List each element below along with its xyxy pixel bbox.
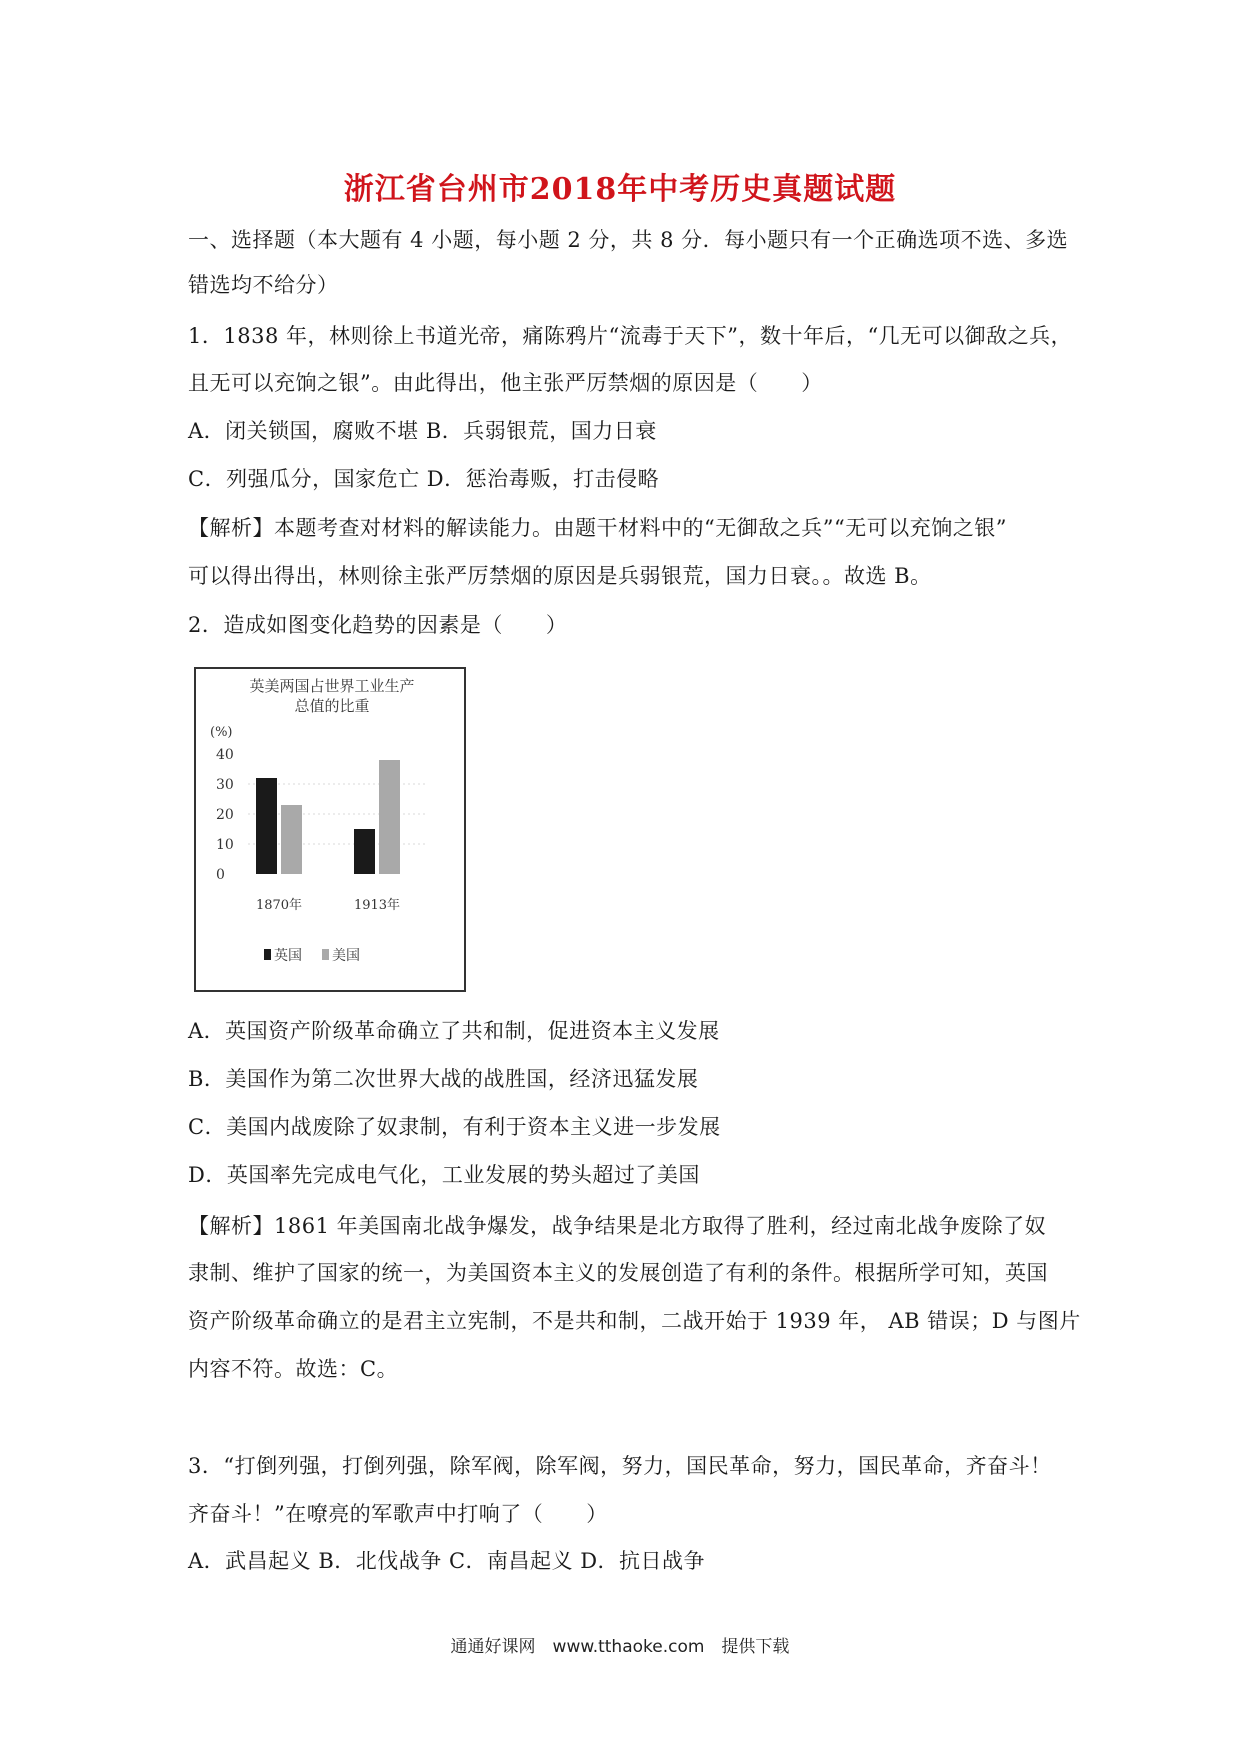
question-2-analysis-line-2: 隶制、维护了国家的统一，为美国资本主义的发展创造了有利的条件。根据所学可知，英国	[188, 1261, 1048, 1285]
section-heading-line-2: 错选均不给分）	[188, 273, 339, 297]
y-tick-label-0: 0	[216, 867, 225, 883]
question-3-stem-line-2: 齐奋斗！”在嘹亮的军歌声中打响了（ ）	[188, 1502, 608, 1526]
chart-y-unit-label: (%)	[210, 725, 233, 740]
y-axis-ticks	[216, 747, 234, 883]
section-heading-line-1: 一、选择题（本大题有 4 小题，每小题 2 分，共 8 分．每小题只有一个正确选项不选、多选	[188, 228, 1069, 252]
bar-美国-1870年	[281, 805, 302, 874]
question-1-options-line-1: A．闭关锁国，腐败不堪 B．兵弱银荒，国力日衰	[188, 419, 657, 443]
question-2-option-c: C．美国内战废除了奴隶制，有利于资本主义进一步发展	[188, 1115, 721, 1139]
question-3-options: A．武昌起义 B．北伐战争 C．南昌起义 D．抗日战争	[188, 1549, 706, 1573]
legend-swatch-美国	[322, 949, 329, 960]
bar-英国-1870年	[256, 778, 277, 874]
x-tick-label-1913年: 1913年	[353, 898, 401, 913]
question-2-analysis-line-3: 资产阶级革命确立的是君主立宪制，不是共和制，二战开始于 1939 年， AB 错误；D 与图片	[188, 1309, 1081, 1333]
bar-英国-1913年	[354, 829, 375, 874]
question-2-option-d: D．英国率先完成电气化，工业发展的势头超过了美国	[188, 1163, 700, 1187]
chart-legend	[264, 948, 360, 964]
legend-swatch-英国	[264, 949, 271, 960]
question-1-analysis-line-2: 可以得出得出，林则徐主张严厉禁烟的原因是兵弱银荒，国力日衰。。故选 B。	[188, 564, 932, 588]
question-1-stem-line-1: 1．1838 年，林则徐上书道光帝，痛陈鸦片“流毒于天下”，数十年后，“几无可以御敌之兵，	[188, 324, 1073, 348]
question-2-analysis-line-4: 内容不符。故选：C。	[188, 1357, 399, 1381]
question-2-option-b: B．美国作为第二次世界大战的战胜国，经济迅猛发展	[188, 1067, 699, 1091]
y-tick-label-30: 30	[216, 777, 234, 793]
bars	[256, 760, 400, 874]
bar-chart-svg	[196, 669, 464, 990]
legend-label-英国: 英国	[274, 948, 302, 964]
y-tick-label-40: 40	[216, 747, 234, 763]
question-2-option-a: A．英国资产阶级革命确立了共和制，促进资本主义发展	[188, 1019, 720, 1043]
question-1-options-line-2: C．列强瓜分，国家危亡 D．惩治毒贩，打击侵略	[188, 467, 660, 491]
chart-title-line-2: 总值的比重	[294, 697, 370, 715]
page-title: 浙江省台州市2018年中考历史真题试题	[343, 172, 897, 207]
chart-title-line-1: 英美两国占世界工业生产	[249, 677, 415, 695]
legend-label-美国: 美国	[332, 948, 360, 964]
x-axis-labels	[256, 897, 400, 913]
y-tick-label-10: 10	[216, 837, 234, 853]
question-1-analysis-line-1: 【解析】本题考查对材料的解读能力。由题干材料中的“无御敌之兵”“无可以充饷之银”	[188, 516, 1007, 540]
bar-美国-1913年	[379, 760, 400, 874]
question-3-stem-line-1: 3．“打倒列强，打倒列强，除军阀，除军阀，努力，国民革命，努力，国民革命，齐奋斗！	[188, 1454, 1052, 1478]
y-tick-label-20: 20	[216, 807, 234, 823]
question-2-analysis-line-1: 【解析】1861 年美国南北战争爆发，战争结果是北方取得了胜利，经过南北战争废除了奴	[188, 1214, 1047, 1238]
question-2-stem: 2．造成如图变化趋势的因素是（ ）	[188, 613, 568, 637]
bar-chart-figure	[194, 667, 466, 992]
question-1-stem-line-2: 且无可以充饷之银”。由此得出，他主张严厉禁烟的原因是（ ）	[188, 371, 823, 395]
page-footer: 通通好课网 www.tthaoke.com 提供下载	[450, 1637, 790, 1657]
x-tick-label-1870年: 1870年	[255, 898, 303, 913]
